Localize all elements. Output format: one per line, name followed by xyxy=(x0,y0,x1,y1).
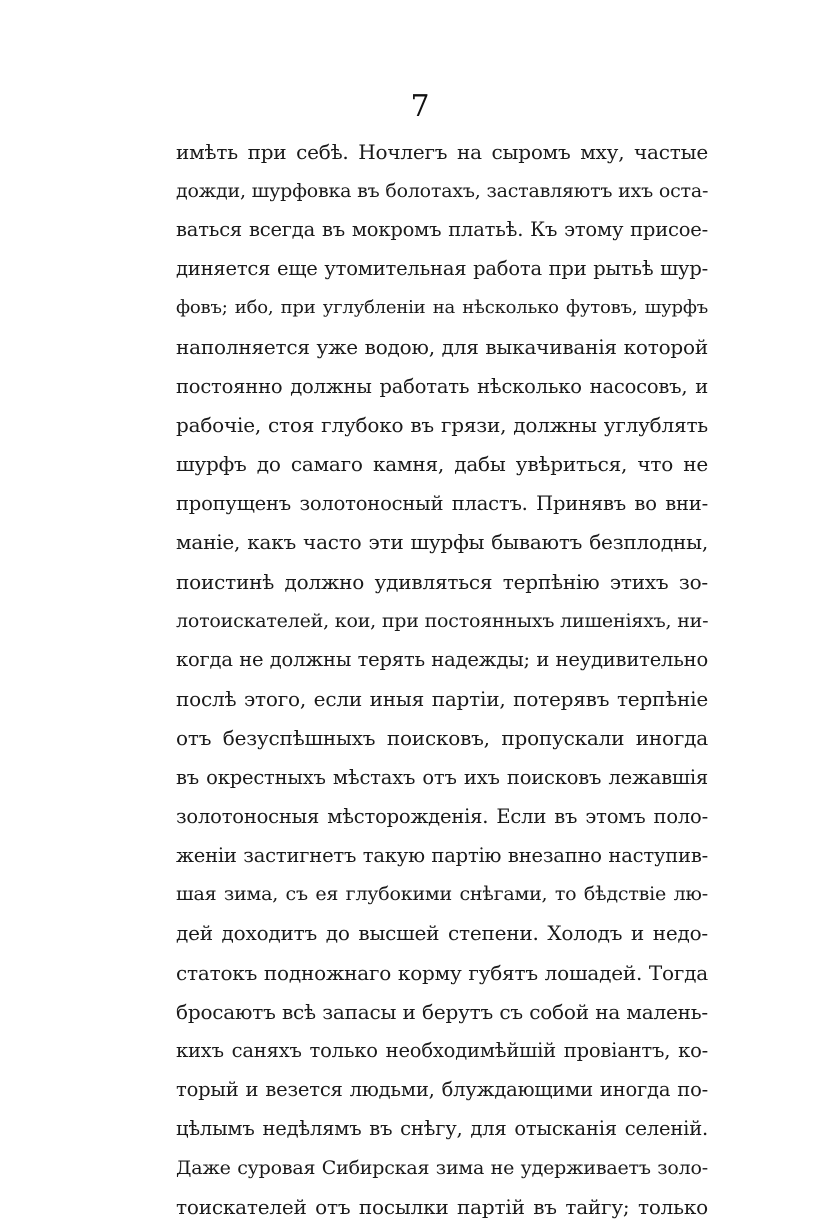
text-line: торый и везется людьми, блуждающими иногда по- xyxy=(176,1078,708,1102)
text-line: дожди, шурфовка въ болотахъ, заставляютъ ихъ оста- xyxy=(176,179,708,202)
text-line: бросаютъ всѣ запасы и берутъ съ собой на малень- xyxy=(176,999,708,1024)
text-line: кихъ саняхъ только необходимѣйшій провіантъ, ко- xyxy=(176,1039,708,1063)
text-line: поистинѣ должно удивляться терпѣнію этихъ зо- xyxy=(176,569,708,594)
text-line: цѣлымъ недѣлямъ въ снѣгу, для отысканія селеній. xyxy=(176,1117,708,1141)
text-line: диняется еще утомительная работа при рытьѣ шур- xyxy=(176,257,708,281)
text-line: золотоносныя мѣсторожденія. Если въ этомъ поло- xyxy=(176,804,708,828)
text-line: пропущенъ золотоносный пластъ. Принявъ во вни- xyxy=(176,491,708,515)
text-line: фовъ; ибо, при углубленіи на нѣсколько футовъ, шурфъ xyxy=(176,297,708,319)
text-line: ваться всегда въ мокромъ платьѣ. Къ этому присое- xyxy=(176,218,708,242)
text-line: лотоискателей, кои, при постоянныхъ лишеніяхъ, ни- xyxy=(176,609,708,632)
text-line: маніе, какъ часто эти шурфы бываютъ безплодны, xyxy=(176,530,708,555)
text-line: постоянно должны работать нѣсколько насосовъ, и xyxy=(176,374,708,398)
text-line: дей доходитъ до высшей степени. Холодъ и недо- xyxy=(176,921,708,946)
page-number: 7 xyxy=(410,89,430,124)
text-line: имѣть при себѣ. Ночлегъ на сыромъ мху, частые xyxy=(176,139,708,164)
text-line: Даже суровая Сибирская зима не удерживаетъ золо- xyxy=(176,1156,708,1179)
text-line: статокъ подножнаго корму губятъ лошадей. Тогда xyxy=(176,960,708,985)
text-line: отъ безуспѣшныхъ поисковъ, пропускали иногда xyxy=(176,725,708,750)
body-text xyxy=(176,132,708,1227)
text-line: послѣ этого, если иныя партіи, потерявъ терпѣніе xyxy=(176,686,708,711)
text-line: женіи застигнетъ такую партію внезапно наступив- xyxy=(176,843,708,867)
text-line: когда не должны терять надежды; и неудивительно xyxy=(176,648,708,672)
text-line: тоискателей отъ посылки партій въ тайгу; только xyxy=(176,1195,708,1220)
text-line: шая зима, съ ея глубокими снѣгами, то бѣдствіе лю- xyxy=(176,883,708,906)
text-line: наполняется уже водою, для выкачиванія которой xyxy=(176,335,708,360)
text-line: рабочіе, стоя глубоко въ грязи, должны углублять xyxy=(176,413,708,438)
text-line: въ окрестныхъ мѣстахъ отъ ихъ поисковъ лежавшія xyxy=(176,765,708,789)
text-line: шурфъ до самаго камня, дабы увѣриться, что не xyxy=(176,452,708,477)
